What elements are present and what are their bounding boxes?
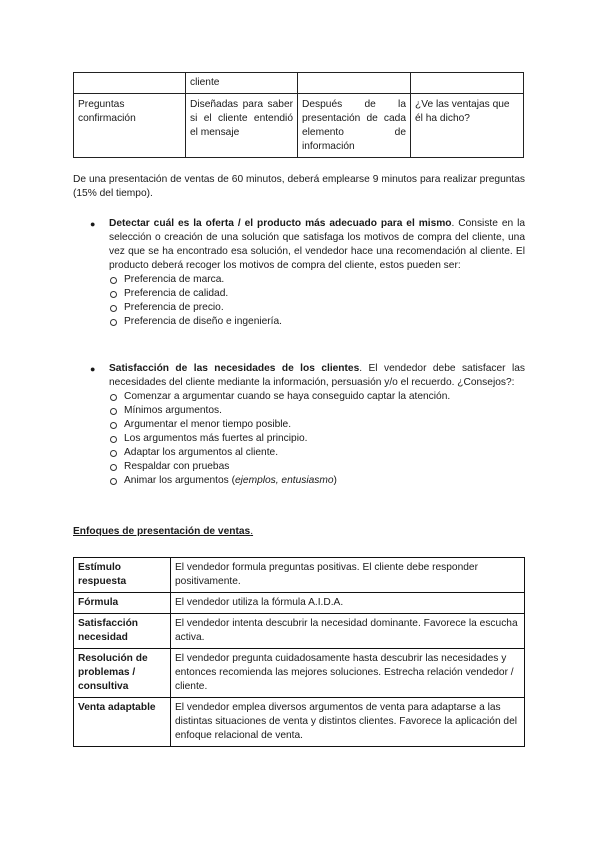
list-item [90, 287, 525, 301]
approach-description: El vendedor pregunta cuidadosamente hasta descubrir las necesidades y entonces recomienda las mejores soluciones. Estrecha relación vendedor / cliente. [171, 649, 525, 698]
table-row [74, 593, 525, 614]
bullet-body: . El vendedor debe satisfacer las necesidades del cliente mediante la información, persuasión y/o el recuerdo. ¿Consejos?: [109, 363, 525, 388]
list-item-text: Animar los argumentos ( [124, 475, 235, 486]
list-item [90, 432, 525, 446]
table-row [74, 558, 525, 593]
circle-bullet-icon [110, 450, 117, 457]
table-cell [411, 73, 524, 94]
table-cell: Después de la presentación de cada elemento de información [298, 94, 411, 158]
list-item-text: Argumentar el menor tiempo posible. [124, 419, 292, 430]
sub-list [90, 390, 525, 488]
table-row [74, 698, 525, 747]
approach-description: El vendedor utiliza la fórmula A.I.D.A. [171, 593, 525, 614]
list-item [90, 273, 525, 287]
list-item [90, 301, 525, 315]
list-item-text: Adaptar los argumentos al cliente. [124, 447, 279, 458]
circle-bullet-icon [110, 305, 117, 312]
list-item [90, 460, 525, 474]
circle-bullet-icon [110, 478, 117, 485]
approach-name: Satisfacción necesidad [74, 614, 171, 649]
list-item [90, 390, 525, 404]
table-cell: Preguntas confirmación [74, 94, 186, 158]
approach-name: Resolución de problemas / consultiva [74, 649, 171, 698]
table-cell [298, 73, 411, 94]
table-row [74, 649, 525, 698]
list-item-text: Preferencia de marca. [124, 274, 225, 285]
bullet-title: Satisfacción de las necesidades de los clientes [109, 363, 360, 374]
list-item-text: Mínimos argumentos. [124, 405, 222, 416]
list-item-text: Comenzar a argumentar cuando se haya conseguido captar la atención. [124, 391, 451, 402]
circle-bullet-icon [110, 291, 117, 298]
list-item-text: Los argumentos más fuertes al principio. [124, 433, 308, 444]
list-item-text: Preferencia de precio. [124, 302, 224, 313]
questions-table [73, 72, 524, 158]
circle-bullet-icon [110, 408, 117, 415]
table-cell [74, 73, 186, 94]
bullet-icon: ● [90, 219, 96, 229]
circle-bullet-icon [110, 394, 117, 401]
approach-name: Estímulo respuesta [74, 558, 171, 593]
bullet-detect-offer [90, 217, 525, 329]
list-item-text: Respaldar con pruebas [124, 461, 230, 472]
bullet-body: . Consiste en la selección o creación de una solución que satisfaga los motivos de compra del cliente, una vez que se ha encontrado esa solución, el vendedor hace una recomendación al cliente. El producto deberá recoger los motivos de compra del cliente, estos pueden ser: [109, 218, 526, 271]
bullet-text [109, 362, 525, 390]
list-item-text: Preferencia de calidad. [124, 288, 229, 299]
paragraph-presentation-time: De una presentación de ventas de 60 minutos, deberá emplearse 9 minutos para realizar preguntas (15% del tiempo). [73, 174, 525, 199]
table-cell: Diseñadas para saber si el cliente entendió el mensaje [186, 94, 298, 158]
table-row [74, 94, 524, 158]
sub-list [90, 273, 525, 329]
table-cell: ¿Ve las ventajas que él ha dicho? [411, 94, 524, 158]
section-heading-text: Enfoques de presentación de ventas [73, 526, 251, 537]
circle-bullet-icon [110, 436, 117, 443]
list-item-text: ) [333, 475, 337, 486]
section-heading [73, 525, 253, 539]
bullet-icon: ● [90, 364, 96, 374]
approaches-table [73, 557, 525, 747]
bullet-text [109, 217, 525, 273]
circle-bullet-icon [110, 422, 117, 429]
approach-name: Venta adaptable [74, 698, 171, 747]
list-item [90, 474, 525, 488]
list-item-text: Preferencia de diseño e ingeniería. [124, 316, 283, 327]
approach-description: El vendedor intenta descubrir la necesidad dominante. Favorece la escucha activa. [171, 614, 525, 649]
list-item-italic: ejemplos, entusiasmo [234, 475, 334, 486]
list-item [90, 404, 525, 418]
circle-bullet-icon [110, 277, 117, 284]
list-item [90, 418, 525, 432]
approach-description: El vendedor emplea diversos argumentos de venta para adaptarse a las distintas situaciones de venta y distintos clientes. Favorece la aplicación del enfoque relacional de venta. [171, 698, 525, 747]
table-row [74, 614, 525, 649]
circle-bullet-icon [110, 464, 117, 471]
bullet-satisfaction [90, 362, 525, 488]
bullet-title: Detectar cuál es la oferta / el producto más adecuado para el mismo [109, 218, 452, 229]
circle-bullet-icon [110, 319, 117, 326]
approach-name: Fórmula [74, 593, 171, 614]
table-cell: cliente [186, 73, 298, 94]
list-item [90, 315, 525, 329]
section-heading-period: . [250, 526, 254, 537]
table-row [74, 73, 524, 94]
list-item [90, 446, 525, 460]
approach-description: El vendedor formula preguntas positivas. El cliente debe responder positivamente. [171, 558, 525, 593]
